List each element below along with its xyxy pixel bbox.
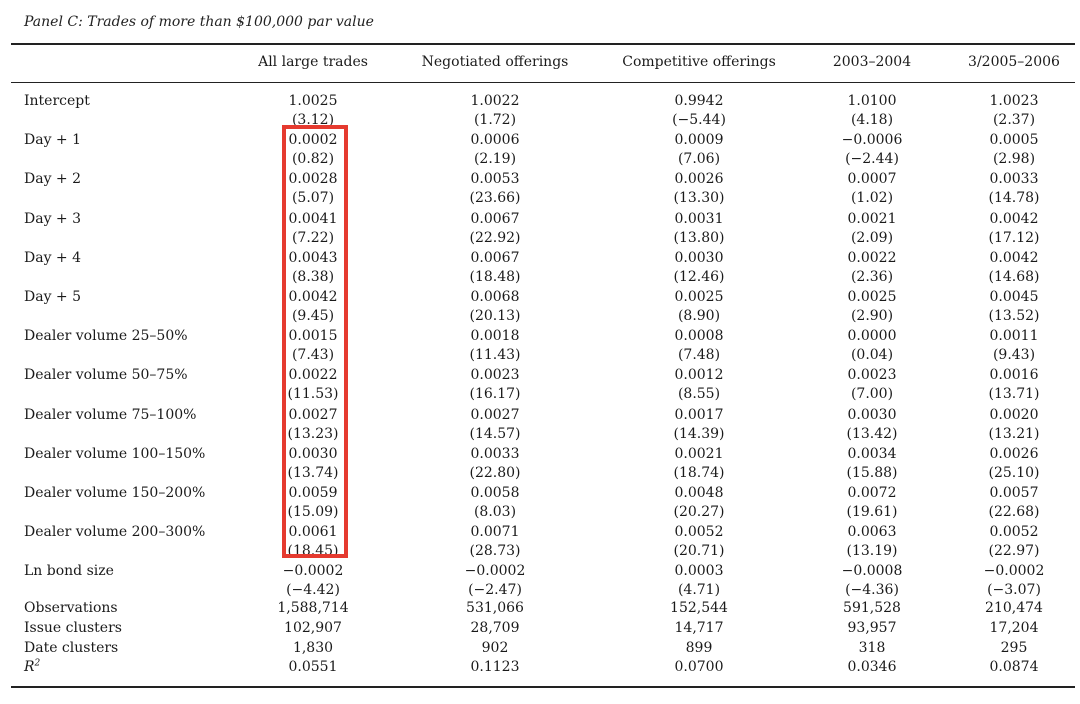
- tstat-cell: (3.12): [291, 112, 335, 128]
- coefficient-cell: −0.0002: [282, 563, 344, 579]
- tstat-cell: (22.80): [469, 465, 521, 481]
- stat-cell: 295: [1000, 640, 1028, 656]
- column-header: Negotiated offerings: [421, 54, 569, 70]
- tstat-cell: (16.17): [469, 386, 521, 402]
- coefficient-cell: 0.0033: [989, 171, 1039, 187]
- coefficient-cell: −0.0006: [841, 132, 903, 148]
- tstat-cell: (13.42): [846, 426, 898, 442]
- coefficient-cell: 0.0043: [288, 250, 338, 266]
- row-label: Day + 3: [24, 211, 82, 227]
- tstat-cell: (11.43): [469, 347, 521, 363]
- stat-cell: 1,830: [292, 640, 334, 656]
- row-label: Day + 4: [24, 250, 82, 266]
- coefficient-cell: 1.0100: [847, 93, 897, 109]
- stat-cell: 591,528: [843, 600, 901, 616]
- tstat-cell: (11.53): [287, 386, 339, 402]
- stat-cell: 318: [858, 640, 886, 656]
- tstat-cell: (0.04): [850, 347, 894, 363]
- coefficient-cell: 0.0058: [470, 485, 520, 501]
- coefficient-cell: 0.0021: [674, 446, 724, 462]
- tstat-cell: (2.98): [992, 151, 1036, 167]
- stat-label-superscript: 2: [34, 658, 41, 669]
- stat-label: $R^2$: [24, 658, 41, 675]
- tstat-cell: (22.68): [988, 504, 1040, 520]
- tstat-cell: (7.48): [677, 347, 721, 363]
- tstat-cell: (1.72): [473, 112, 517, 128]
- tstat-cell: (28.73): [469, 543, 521, 559]
- stat-cell: 152,544: [670, 600, 728, 616]
- tstat-cell: (12.46): [673, 269, 725, 285]
- tstat-cell: (2.19): [473, 151, 517, 167]
- tstat-cell: (9.43): [992, 347, 1036, 363]
- stat-label: Date clusters: [24, 640, 119, 656]
- coefficient-cell: 0.0071: [470, 524, 520, 540]
- row-label: Day + 2: [24, 171, 82, 187]
- coefficient-cell: 0.0027: [288, 407, 338, 423]
- coefficient-cell: 0.0042: [288, 289, 338, 305]
- stat-cell: 102,907: [284, 620, 342, 636]
- panel-caption: Panel C: Trades of more than $100,000 par value: [24, 14, 374, 30]
- tstat-cell: (14.68): [988, 269, 1040, 285]
- column-header: 3/2005–2006: [968, 54, 1060, 70]
- tstat-cell: (13.30): [673, 190, 725, 206]
- row-label: Dealer volume 25–50%: [24, 328, 188, 344]
- coefficient-cell: 0.0045: [989, 289, 1039, 305]
- coefficient-cell: 0.0067: [470, 250, 520, 266]
- tstat-cell: (8.03): [473, 504, 517, 520]
- coefficient-cell: 0.9942: [674, 93, 724, 109]
- tstat-cell: (7.00): [850, 386, 894, 402]
- tstat-cell: (13.52): [988, 308, 1040, 324]
- tstat-cell: (13.19): [846, 543, 898, 559]
- coefficient-cell: 0.0072: [847, 485, 897, 501]
- coefficient-cell: 1.0025: [288, 93, 338, 109]
- tstat-cell: (20.71): [673, 543, 725, 559]
- table-top-rule: [11, 43, 1075, 45]
- tstat-cell: (−5.44): [672, 112, 726, 128]
- tstat-cell: (15.88): [846, 465, 898, 481]
- tstat-cell: (13.21): [988, 426, 1040, 442]
- tstat-cell: (19.61): [846, 504, 898, 520]
- coefficient-cell: 0.0042: [989, 211, 1039, 227]
- coefficient-cell: 0.0017: [674, 407, 724, 423]
- tstat-cell: (−2.44): [845, 151, 899, 167]
- tstat-cell: (8.38): [291, 269, 335, 285]
- stat-cell: 93,957: [847, 620, 897, 636]
- tstat-cell: (22.97): [988, 543, 1040, 559]
- row-label: Dealer volume 75–100%: [24, 407, 197, 423]
- tstat-cell: (22.92): [469, 230, 521, 246]
- tstat-cell: (13.80): [673, 230, 725, 246]
- coefficient-cell: 0.0067: [470, 211, 520, 227]
- coefficient-cell: 0.0059: [288, 485, 338, 501]
- tstat-cell: (20.27): [673, 504, 725, 520]
- tstat-cell: (5.07): [291, 190, 335, 206]
- coefficient-cell: 0.0052: [674, 524, 724, 540]
- stat-cell: 28,709: [470, 620, 520, 636]
- tstat-cell: (23.66): [469, 190, 521, 206]
- row-label: Day + 1: [24, 132, 82, 148]
- tstat-cell: (8.55): [677, 386, 721, 402]
- stat-label: Observations: [24, 600, 118, 616]
- tstat-cell: (−3.07): [987, 582, 1041, 598]
- coefficient-cell: 0.0068: [470, 289, 520, 305]
- column-header: All large trades: [258, 54, 368, 70]
- tstat-cell: (14.57): [469, 426, 521, 442]
- tstat-cell: (18.74): [673, 465, 725, 481]
- stat-cell: 14,717: [674, 620, 724, 636]
- coefficient-cell: 0.0022: [847, 250, 897, 266]
- tstat-cell: (2.90): [850, 308, 894, 324]
- coefficient-cell: 0.0021: [847, 211, 897, 227]
- tstat-cell: (2.37): [992, 112, 1036, 128]
- stat-cell: 899: [685, 640, 713, 656]
- tstat-cell: (13.74): [287, 465, 339, 481]
- coefficient-cell: 0.0005: [989, 132, 1039, 148]
- coefficient-cell: 0.0018: [470, 328, 520, 344]
- stat-cell: 0.0551: [288, 659, 338, 675]
- coefficient-cell: 0.0016: [989, 367, 1039, 383]
- row-label: Dealer volume 200–300%: [24, 524, 206, 540]
- coefficient-cell: 0.0031: [674, 211, 724, 227]
- tstat-cell: (13.71): [988, 386, 1040, 402]
- coefficient-cell: 0.0007: [847, 171, 897, 187]
- coefficient-cell: 0.0020: [989, 407, 1039, 423]
- coefficient-cell: 0.0023: [470, 367, 520, 383]
- tstat-cell: (−2.47): [468, 582, 522, 598]
- column-header: Competitive offerings: [622, 54, 776, 70]
- tstat-cell: (4.71): [677, 582, 721, 598]
- tstat-cell: (17.12): [988, 230, 1040, 246]
- tstat-cell: (7.22): [291, 230, 335, 246]
- stat-cell: 902: [481, 640, 509, 656]
- coefficient-cell: 0.0053: [470, 171, 520, 187]
- tstat-cell: (2.36): [850, 269, 894, 285]
- highlight-box-all-large-trades: [282, 125, 348, 558]
- tstat-cell: (9.45): [291, 308, 335, 324]
- column-header: 2003–2004: [832, 54, 912, 70]
- tstat-cell: (0.82): [291, 151, 335, 167]
- tstat-cell: (2.09): [850, 230, 894, 246]
- row-label: Dealer volume 150–200%: [24, 485, 206, 501]
- tstat-cell: (−4.36): [845, 582, 899, 598]
- row-label: Ln bond size: [24, 563, 114, 579]
- coefficient-cell: 0.0015: [288, 328, 338, 344]
- coefficient-cell: 0.0026: [674, 171, 724, 187]
- coefficient-cell: 0.0034: [847, 446, 897, 462]
- coefficient-cell: 0.0006: [470, 132, 520, 148]
- stat-cell: 0.0346: [847, 659, 897, 675]
- coefficient-cell: 0.0030: [674, 250, 724, 266]
- coefficient-cell: 0.0057: [989, 485, 1039, 501]
- tstat-cell: (7.43): [291, 347, 335, 363]
- coefficient-cell: 0.0003: [674, 563, 724, 579]
- stat-cell: 0.0700: [674, 659, 724, 675]
- coefficient-cell: 0.0025: [674, 289, 724, 305]
- stat-cell: 210,474: [985, 600, 1043, 616]
- tstat-cell: (−4.42): [286, 582, 340, 598]
- coefficient-cell: 0.0000: [847, 328, 897, 344]
- tstat-cell: (14.39): [673, 426, 725, 442]
- coefficient-cell: 0.0027: [470, 407, 520, 423]
- coefficient-cell: −0.0008: [841, 563, 903, 579]
- coefficient-cell: 1.0022: [470, 93, 520, 109]
- coefficient-cell: 0.0023: [847, 367, 897, 383]
- tstat-cell: (8.90): [677, 308, 721, 324]
- tstat-cell: (7.06): [677, 151, 721, 167]
- tstat-cell: (13.23): [287, 426, 339, 442]
- tstat-cell: (18.45): [287, 543, 339, 559]
- stat-cell: 0.0874: [989, 659, 1039, 675]
- coefficient-cell: 0.0048: [674, 485, 724, 501]
- coefficient-cell: 0.0008: [674, 328, 724, 344]
- table-header-rule: [11, 82, 1075, 83]
- coefficient-cell: 0.0011: [989, 328, 1039, 344]
- coefficient-cell: 0.0033: [470, 446, 520, 462]
- coefficient-cell: 0.0030: [847, 407, 897, 423]
- coefficient-cell: 0.0022: [288, 367, 338, 383]
- coefficient-cell: 0.0061: [288, 524, 338, 540]
- stat-label: Issue clusters: [24, 620, 122, 636]
- coefficient-cell: 0.0052: [989, 524, 1039, 540]
- row-label: Day + 5: [24, 289, 82, 305]
- coefficient-cell: 0.0009: [674, 132, 724, 148]
- tstat-cell: (20.13): [469, 308, 521, 324]
- coefficient-cell: 0.0002: [288, 132, 338, 148]
- tstat-cell: (4.18): [850, 112, 894, 128]
- coefficient-cell: 0.0012: [674, 367, 724, 383]
- coefficient-cell: 0.0026: [989, 446, 1039, 462]
- coefficient-cell: 0.0063: [847, 524, 897, 540]
- table-bottom-rule: [11, 686, 1075, 688]
- tstat-cell: (25.10): [988, 465, 1040, 481]
- coefficient-cell: 1.0023: [989, 93, 1039, 109]
- row-label: Dealer volume 50–75%: [24, 367, 188, 383]
- coefficient-cell: 0.0042: [989, 250, 1039, 266]
- tstat-cell: (18.48): [469, 269, 521, 285]
- tstat-cell: (15.09): [287, 504, 339, 520]
- row-label: Dealer volume 100–150%: [24, 446, 206, 462]
- coefficient-cell: 0.0025: [847, 289, 897, 305]
- tstat-cell: (1.02): [850, 190, 894, 206]
- stat-cell: 531,066: [466, 600, 524, 616]
- coefficient-cell: 0.0041: [288, 211, 338, 227]
- row-label: Intercept: [24, 93, 90, 109]
- stat-cell: 1,588,714: [277, 600, 349, 616]
- tstat-cell: (14.78): [988, 190, 1040, 206]
- coefficient-cell: −0.0002: [983, 563, 1045, 579]
- coefficient-cell: 0.0030: [288, 446, 338, 462]
- stat-cell: 17,204: [989, 620, 1039, 636]
- coefficient-cell: −0.0002: [464, 563, 526, 579]
- stat-cell: 0.1123: [470, 659, 520, 675]
- coefficient-cell: 0.0028: [288, 171, 338, 187]
